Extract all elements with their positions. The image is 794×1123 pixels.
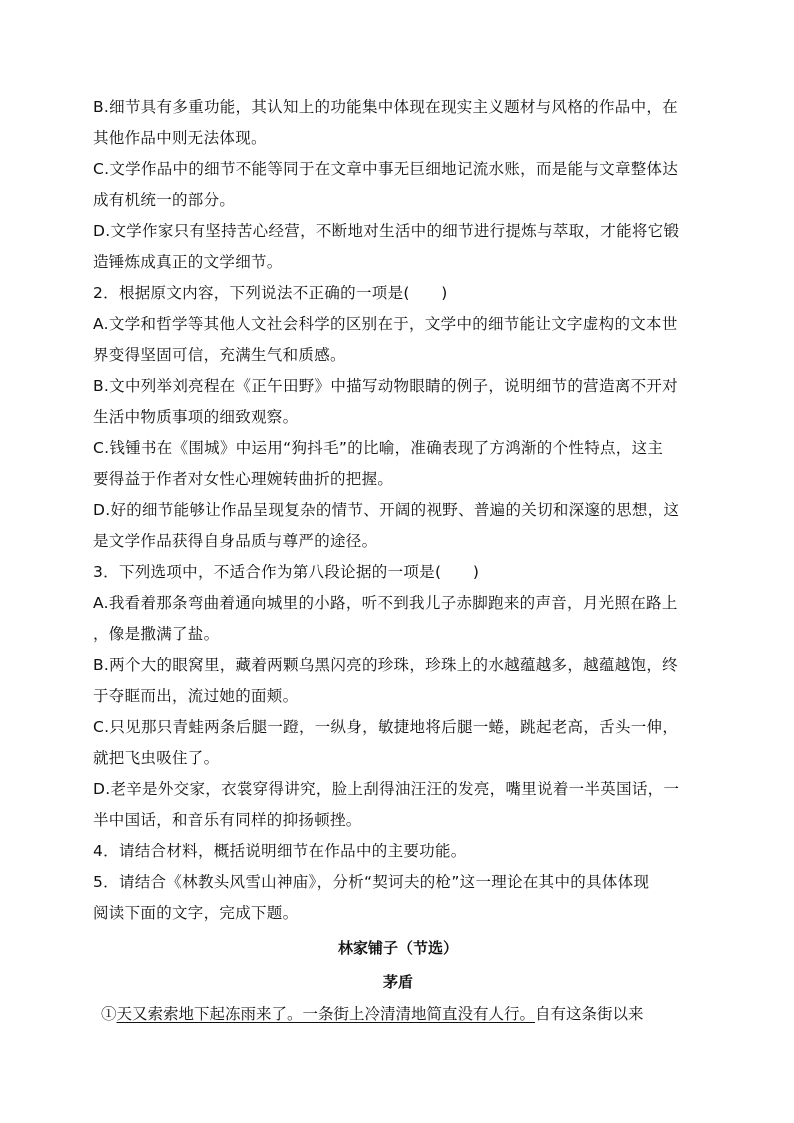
passage-author: 茅盾	[382, 973, 413, 991]
text-line: C.文学作品中的细节不能等同于在文章中事无巨细地记流水账，而是能与文章整体达	[93, 160, 679, 178]
passage-line-rest: 自有这条街以来	[535, 1005, 644, 1023]
text-line: B.文中列举刘亮程在《正午田野》中描写动物眼睛的例子，说明细节的营造离不开对	[93, 377, 678, 395]
text-line: D.老辛是外交家，衣裳穿得讲究，脸上刮得油汪汪的发亮，嘴里说着一半英国话，一	[93, 780, 680, 798]
text-line: D.好的细节能够让作品呈现复杂的情节、开阔的视野、普遍的关切和深邃的思想，这	[93, 501, 680, 519]
text-line: 4．请结合材料，概括说明细节在作品中的主要功能。	[93, 842, 467, 860]
text-line: C.只见那只青蛙两条后腿一蹬，一纵身，敏捷地将后腿一蜷，跳起老高，舌头一伸，	[93, 718, 679, 736]
text-line: 2．根据原文内容，下列说法不正确的一项是( )	[93, 284, 448, 302]
text-line: 其他作品中则无法体现。	[93, 129, 267, 147]
document-page	[93, 92, 703, 1029]
underlined-sentence: 天又索索地下起冻雨来了。一条街上冷清清地简直没有人行。	[116, 1005, 536, 1023]
text-line: 3．下列选项中，不适合作为第八段论据的一项是( )	[93, 563, 480, 581]
paragraph-number: ①	[101, 1005, 117, 1023]
text-line: 界变得坚固可信，充满生气和质感。	[93, 346, 346, 364]
passage-first-line	[93, 999, 703, 1029]
text-line: 造锤炼成真正的文学细节。	[93, 253, 283, 271]
text-line: 阅读下面的文字，完成下题。	[93, 904, 299, 922]
text-line: 要得益于作者对女性心理婉转曲折的把握。	[93, 470, 394, 488]
text-line: C.钱锺书在《围城》中运用“狗抖毛”的比喻，准确表现了方鸿渐的个性特点，这主	[93, 439, 664, 457]
text-line: 于夺眶而出，流过她的面颊。	[93, 687, 299, 705]
text-line: D.文学作家只有坚持苦心经营，不断地对生活中的细节进行提炼与萃取，才能将它锻	[93, 222, 680, 240]
text-line: B.细节具有多重功能，其认知上的功能集中体现在现实主义题材与风格的作品中，在	[93, 98, 678, 116]
text-line: B.两个大的眼窝里，藏着两颗乌黑闪亮的珍珠，珍珠上的水越蕴越多，越蕴越饱，终	[93, 656, 678, 674]
text-line: 生活中物质事项的细致观察。	[93, 408, 299, 426]
text-line: 成有机统一的部分。	[93, 191, 236, 209]
text-line: ，像是撒满了盐。	[93, 625, 220, 643]
text-line: 半中国话，和音乐有同样的抑扬顿挫。	[93, 811, 362, 829]
text-line: 5．请结合《林教头风雪山神庙》，分析“契诃夫的枪”这一理论在其中的具体体现	[93, 873, 650, 891]
text-line: 就把飞虫吸住了。	[93, 749, 220, 767]
text-line: 是文学作品获得自身品质与尊严的途径。	[93, 532, 378, 550]
text-line: A.文学和哲学等其他人文社会科学的区别在于，文学中的细节能让文字虚构的文本世	[93, 315, 678, 333]
text-line: A.我看着那条弯曲着通向城里的小路，听不到我儿子赤脚跑来的声音，月光照在路上	[93, 594, 678, 612]
question-text-block	[93, 92, 703, 929]
passage-title: 林家铺子（节选）	[337, 939, 458, 957]
